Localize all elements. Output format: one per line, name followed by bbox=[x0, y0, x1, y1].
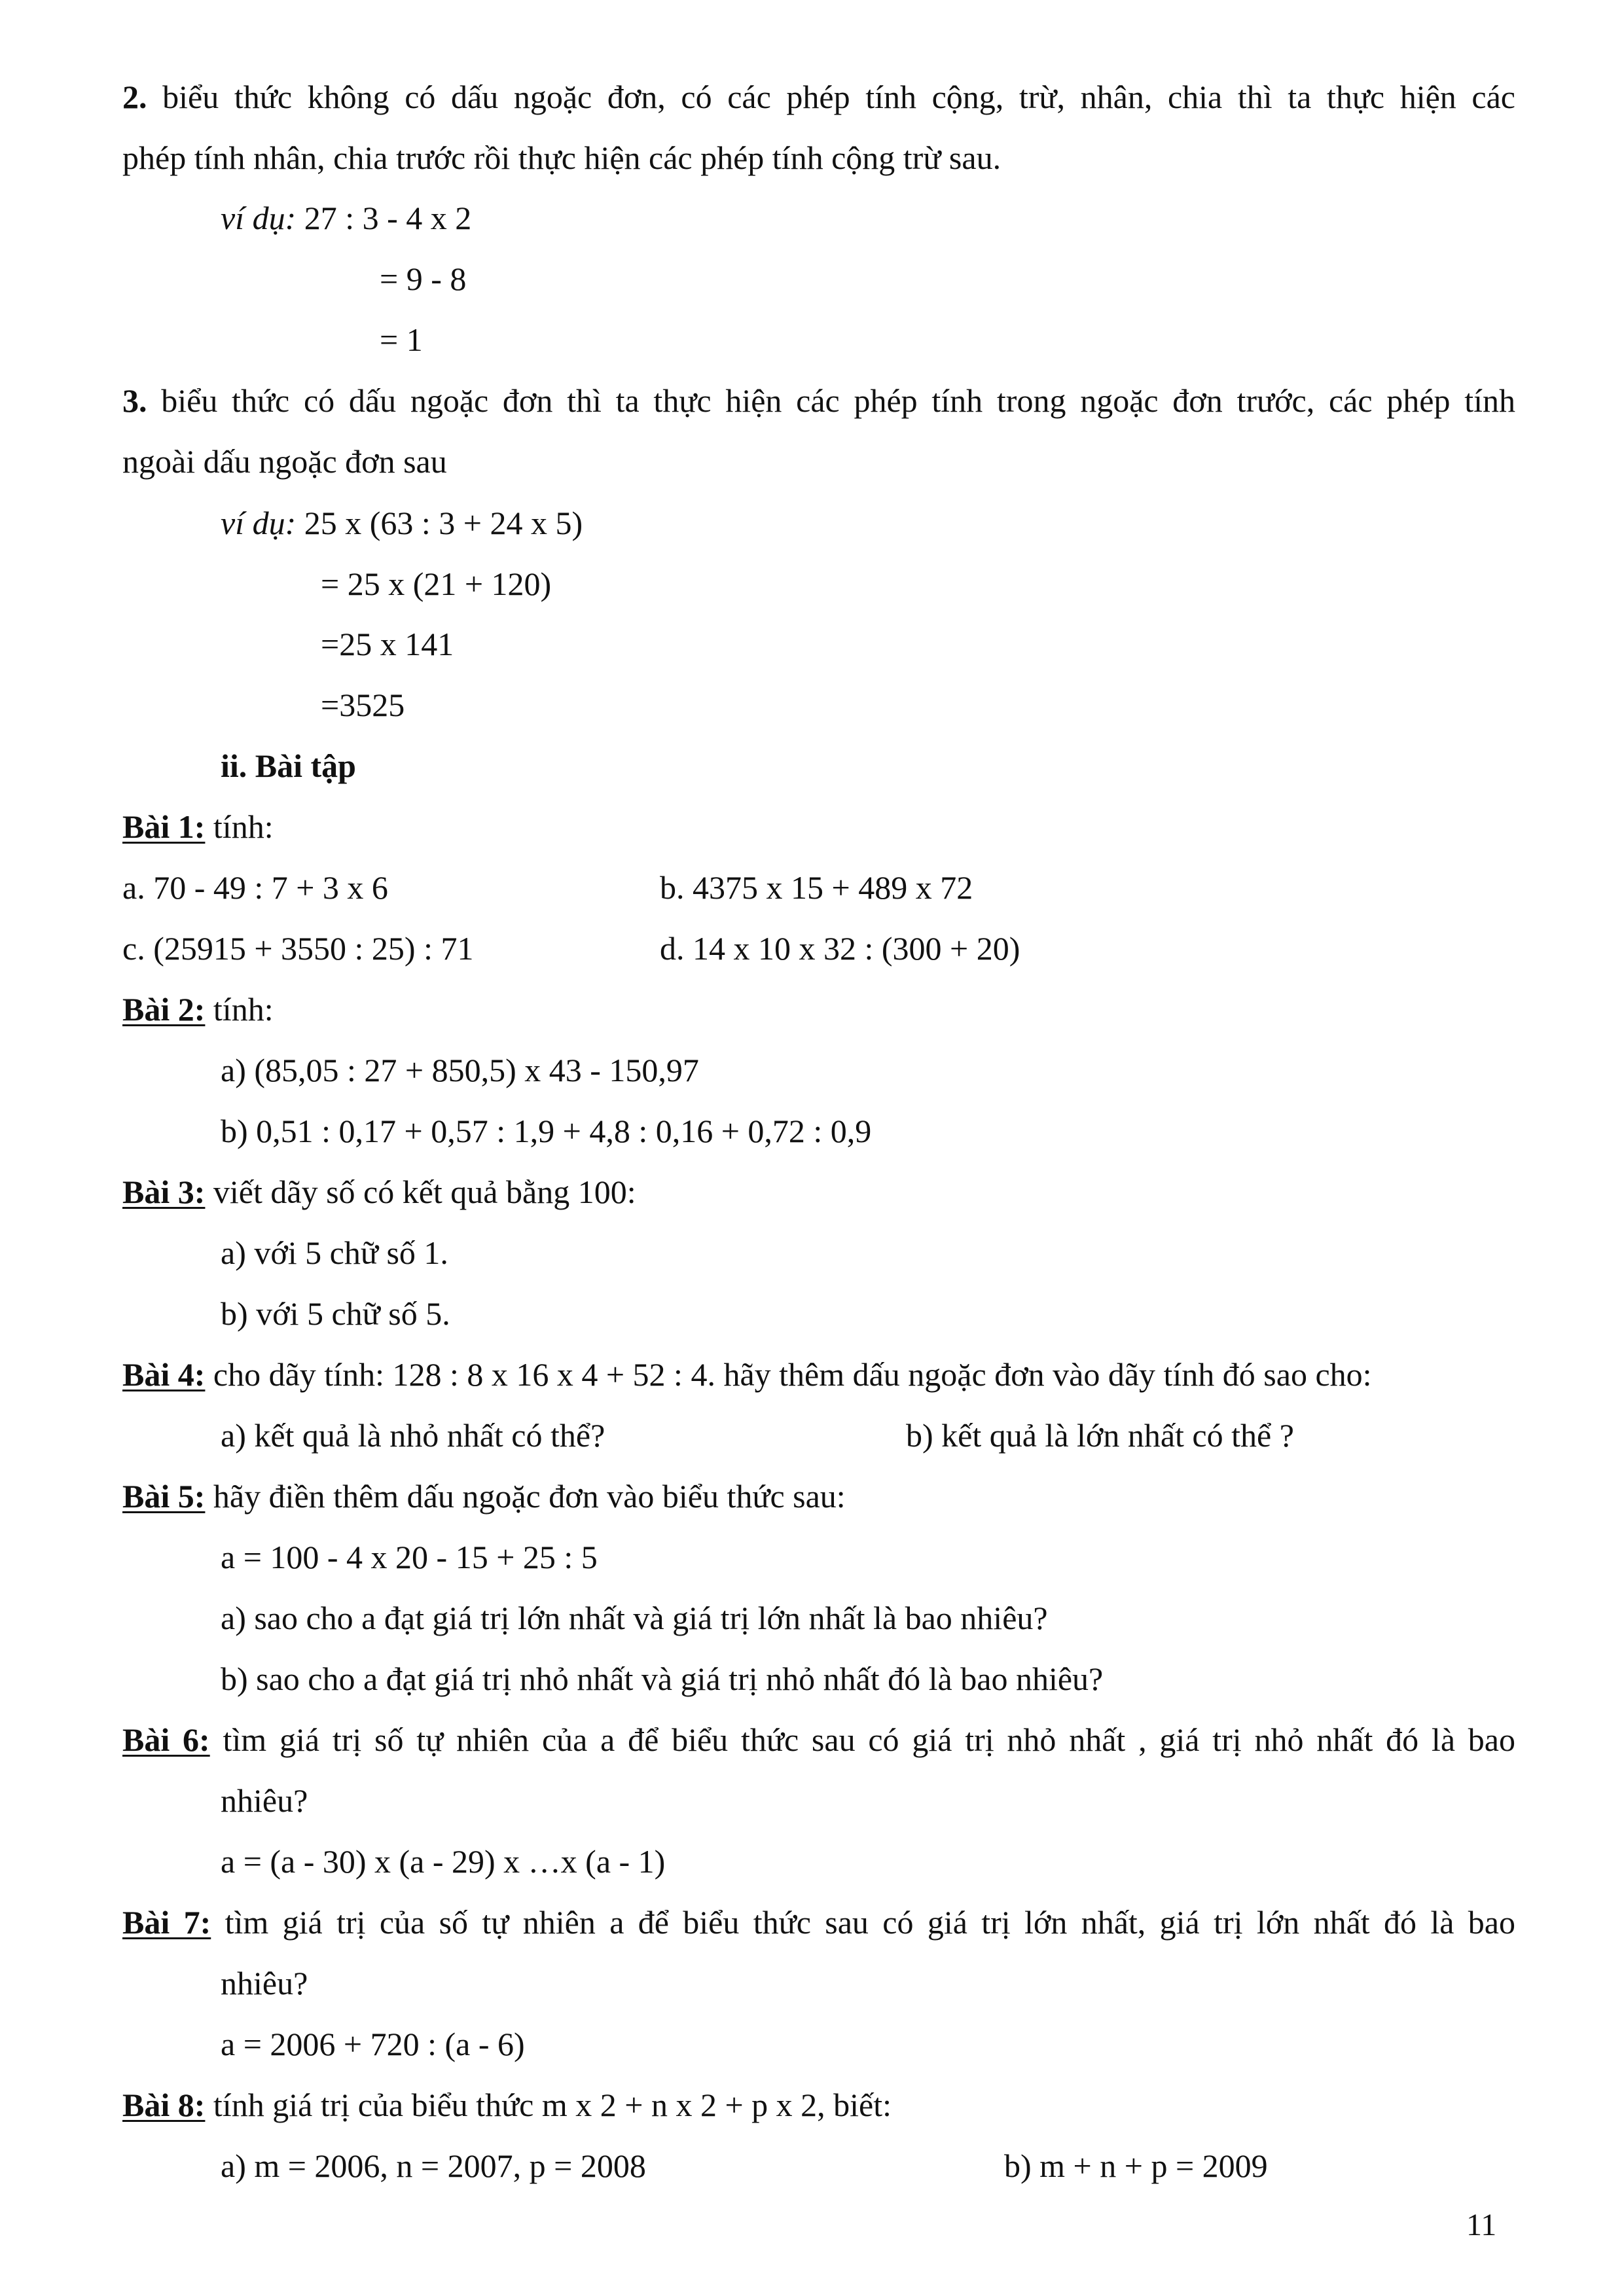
rule-2-number: 2. bbox=[122, 79, 147, 115]
rule-2-example bbox=[221, 198, 471, 238]
exercise-label: Bài 7: bbox=[122, 1904, 211, 1941]
exercise-text: tính giá trị của biểu thức m x 2 + n x 2 + p x 2, biết: bbox=[213, 2087, 892, 2123]
rule-3-line-2: ngoài dấu ngoặc đơn sau bbox=[122, 443, 447, 480]
exercise-1-item-c: c. (25915 + 3550 : 25) : 71 bbox=[122, 930, 474, 967]
rule-2-example-result: = 1 bbox=[380, 321, 423, 358]
exercise-label: Bài 6: bbox=[122, 1721, 210, 1758]
rule-3-example-step-1: = 25 x (21 + 120) bbox=[321, 565, 552, 602]
exercise-6-expression: a = (a - 30) x (a - 29) x …x (a - 1) bbox=[221, 1843, 666, 1880]
exercise-5 bbox=[122, 1477, 846, 1516]
exercise-label: Bài 8: bbox=[122, 2087, 206, 2123]
exercise-label: Bài 3: bbox=[122, 1174, 206, 1210]
rule-3-example-step-2: =25 x 141 bbox=[321, 626, 454, 662]
exercise-3-item-b: b) với 5 chữ số 5. bbox=[221, 1295, 450, 1332]
exercise-label: Bài 5: bbox=[122, 1478, 206, 1515]
example-label: ví dụ: bbox=[221, 200, 297, 236]
exercise-text: hãy điền thêm dấu ngoặc đơn vào biểu thức sau: bbox=[213, 1478, 846, 1515]
exercise-1-item-d: d. 14 x 10 x 32 : (300 + 20) bbox=[660, 930, 1020, 967]
exercise-1-item-a: a. 70 - 49 : 7 + 3 x 6 bbox=[122, 869, 388, 906]
exercise-6 bbox=[122, 1720, 1515, 1759]
exercise-text: tìm giá trị của số tự nhiên a để biểu thức sau có giá trị lớn nhất, giá trị lớn nhất đó là bao bbox=[225, 1904, 1515, 1941]
exercise-7 bbox=[122, 1903, 1515, 1942]
exercise-2-item-a: a) (85,05 : 27 + 850,5) x 43 - 150,97 bbox=[221, 1052, 699, 1088]
rule-3-example bbox=[221, 503, 583, 543]
exercise-5-expression: a = 100 - 4 x 20 - 15 + 25 : 5 bbox=[221, 1539, 598, 1575]
section-title: ii. Bài tập bbox=[221, 747, 356, 784]
example-expression: 27 : 3 - 4 x 2 bbox=[304, 200, 472, 236]
exercise-5-item-b: b) sao cho a đạt giá trị nhỏ nhất và giá trị nhỏ nhất đó là bao nhiêu? bbox=[221, 1660, 1104, 1697]
example-label: ví dụ: bbox=[221, 505, 297, 541]
rule-2-text: biểu thức không có dấu ngoặc đơn, có các phép tính cộng, trừ, nhân, chia thì ta thực hiện các bbox=[162, 79, 1515, 115]
example-expression: 25 x (63 : 3 + 24 x 5) bbox=[304, 505, 583, 541]
exercise-2 bbox=[122, 990, 274, 1029]
rule-2-line-2: phép tính nhân, chia trước rồi thực hiện các phép tính cộng trừ sau. bbox=[122, 139, 1001, 176]
exercise-text: tính: bbox=[213, 808, 274, 845]
exercise-text: tìm giá trị số tự nhiên của a để biểu thức sau có giá trị nhỏ nhất , giá trị nhỏ nhất đó là bao bbox=[223, 1721, 1515, 1758]
exercise-label: Bài 2: bbox=[122, 991, 206, 1028]
exercise-4 bbox=[122, 1355, 1372, 1394]
exercise-8 bbox=[122, 2085, 892, 2125]
exercise-7-expression: a = 2006 + 720 : (a - 6) bbox=[221, 2026, 525, 2062]
rule-3-text: biểu thức có dấu ngoặc đơn thì ta thực hiện các phép tính trong ngoặc đơn trước, các phép tính bbox=[161, 382, 1516, 419]
exercise-4-item-a: a) kết quả là nhỏ nhất có thể? bbox=[221, 1417, 605, 1454]
exercise-8-item-a: a) m = 2006, n = 2007, p = 2008 bbox=[221, 2147, 646, 2184]
exercise-5-item-a: a) sao cho a đạt giá trị lớn nhất và giá trị lớn nhất là bao nhiêu? bbox=[221, 1600, 1048, 1636]
rule-3-number: 3. bbox=[122, 382, 147, 419]
exercise-7-text-cont: nhiêu? bbox=[221, 1965, 308, 2001]
exercise-6-text-cont: nhiêu? bbox=[221, 1782, 308, 1819]
rule-2-line-1 bbox=[122, 77, 1515, 117]
rule-2-example-step: = 9 - 8 bbox=[380, 260, 467, 297]
page-number: 11 bbox=[1466, 2208, 1497, 2242]
exercise-1-item-b: b. 4375 x 15 + 489 x 72 bbox=[660, 869, 973, 906]
rule-3-example-result: =3525 bbox=[321, 687, 405, 723]
exercise-1 bbox=[122, 807, 274, 846]
exercise-text: cho dãy tính: 128 : 8 x 16 x 4 + 52 : 4. hãy thêm dấu ngoặc đơn vào dãy tính đó sao cho: bbox=[213, 1356, 1372, 1393]
exercise-8-item-b: b) m + n + p = 2009 bbox=[1004, 2147, 1268, 2184]
exercise-text: viết dãy số có kết quả bằng 100: bbox=[213, 1174, 636, 1210]
exercise-label: Bài 1: bbox=[122, 808, 206, 845]
exercise-3-item-a: a) với 5 chữ số 1. bbox=[221, 1234, 448, 1271]
exercise-2-item-b: b) 0,51 : 0,17 + 0,57 : 1,9 + 4,8 : 0,16 + 0,72 : 0,9 bbox=[221, 1113, 872, 1149]
rule-3-line-1 bbox=[122, 381, 1515, 420]
exercise-3 bbox=[122, 1172, 636, 1211]
exercise-label: Bài 4: bbox=[122, 1356, 206, 1393]
exercise-text: tính: bbox=[213, 991, 274, 1028]
exercise-4-item-b: b) kết quả là lớn nhất có thể ? bbox=[906, 1417, 1294, 1454]
